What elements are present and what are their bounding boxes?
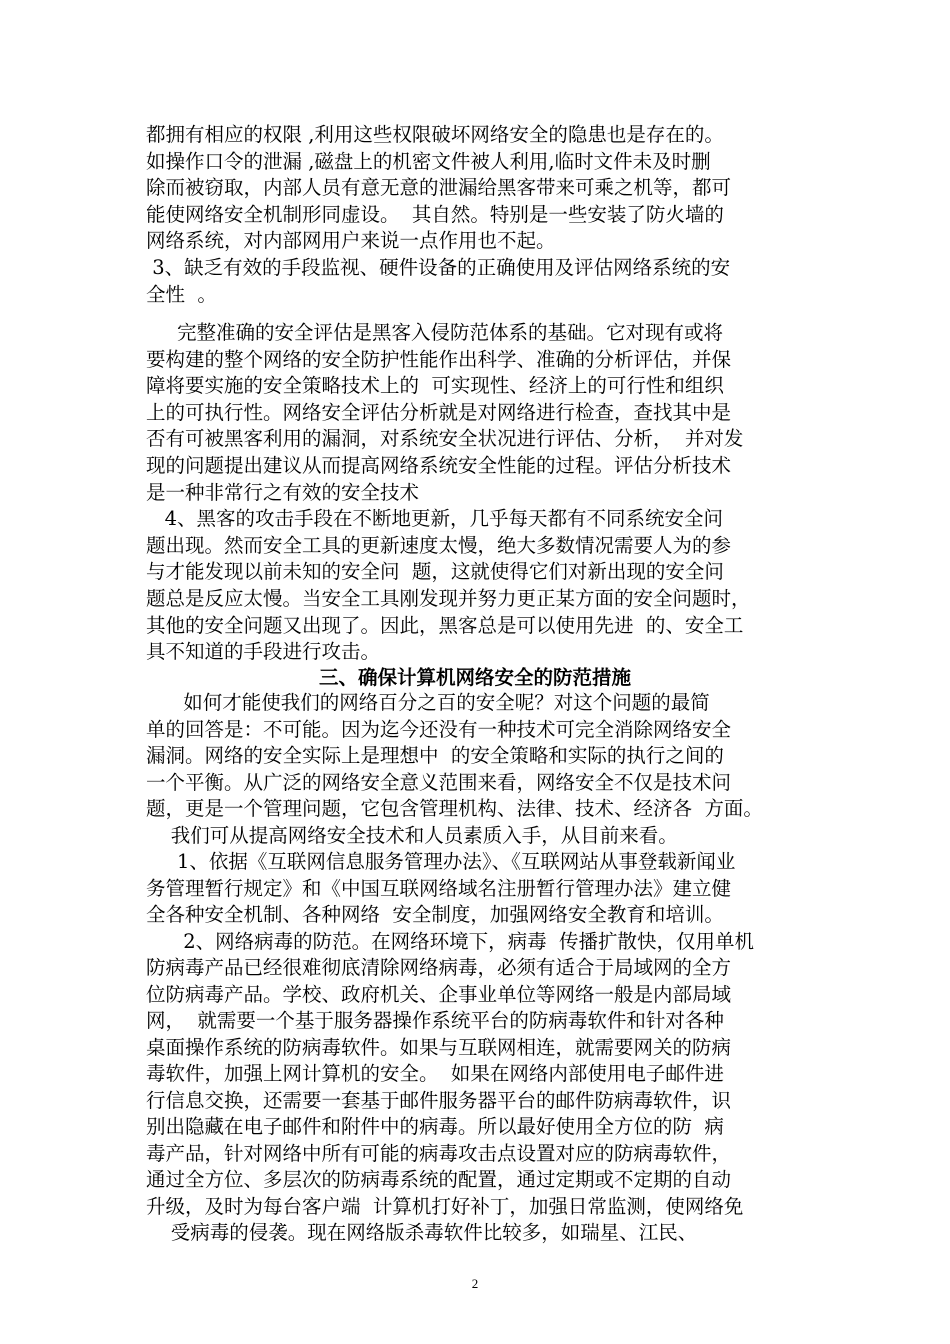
text-line: 题总是反应太慢。当安全工具刚发现并努力更正某方面的安全问题时， <box>146 587 751 610</box>
page-number: 2 <box>471 1276 479 1291</box>
text-line: 毒产品，针对网络中所有可能的病毒攻击点设置对应的防病毒软件， <box>146 1141 732 1165</box>
text-line: 否有可被黑客利用的漏洞，对系统安全状况进行评估、分析， 并对发 <box>146 427 744 451</box>
text-line: 障将要实施的安全策略技术上的 可实现性、经济上的可行性和组织 <box>146 374 724 398</box>
text-line: 全性 。 <box>146 282 217 306</box>
text-line: 除而被窃取，内部人员有意无意的泄漏给黑客带来可乘之机等，都可 <box>146 176 732 200</box>
text-line: 1、依据《互联网信息服务管理办法》、《互联网站从事登载新闻业 <box>146 850 736 873</box>
text-line: 毒软件，加强上网计算机的安全。 如果在网络内部使用电子邮件进 <box>146 1062 724 1085</box>
text-line: 完整准确的安全评估是黑客入侵防范体系的基础。它对现有或将 <box>146 321 723 344</box>
text-line: 通过全方位、多层次的防病毒系统的配置，通过定期或不定期的自动 <box>146 1168 732 1191</box>
text-line: 如何才能使我们的网络百分之百的安全呢？对这个问题的最简 <box>146 691 710 714</box>
section-heading: 三、确保计算机网络安全的防范措施 <box>318 666 631 689</box>
text-line: 题，更是一个管理问题，它包含管理机构、法律、技术、经济各 方面。 <box>146 797 763 820</box>
text-line: 位防病毒产品。学校、政府机关、企事业单位等网络一般是内部局域 <box>146 982 732 1006</box>
text-line: 3、缺乏有效的手段监视、硬件设备的正确使用及评估网络系统的安 <box>146 256 731 279</box>
text-line: 现的问题提出建议从而提高网络系统安全性能的过程。评估分析技术 <box>146 454 732 477</box>
text-line: 要构建的整个网络的安全防护性能作出科学、准确的分析评估，并保 <box>146 347 732 371</box>
text-line: 具不知道的手段进行攻击。 <box>146 640 381 664</box>
text-line: 上的可执行性。网络安全评估分析就是对网络进行检查，查找其中是 <box>146 400 732 424</box>
text-line: 题出现。然而安全工具的更新速度太慢，绝大多数情况需要人为的参 <box>146 533 732 557</box>
text-line: 网络系统，对内部网用户来说一点作用也不起。 <box>146 229 556 253</box>
text-line: 其他的安全问题又出现了。因此，黑客总是可以使用先进 的、安全工 <box>146 613 744 637</box>
text-line: 全各种安全机制、各种网络 安全制度，加强网络安全教育和培训。 <box>146 903 724 926</box>
text-line: 都拥有相应的权限 ,利用这些权限破坏网络安全的隐患也是存在的。 <box>146 123 724 146</box>
text-line: 别出隐藏在电子邮件和附件中的病毒。所以最好使用全方位的防 病 <box>146 1115 724 1138</box>
text-line: 行信息交换，还需要一套基于邮件服务器平台的邮件防病毒软件，识 <box>146 1088 732 1112</box>
text-line: 能使网络安全机制形同虚设。 其自然。特别是一些安装了防火墙的 <box>146 202 724 226</box>
text-line: 升级，及时为每台客户端 计算机打好补丁，加强日常监测，使网络免 <box>146 1194 744 1218</box>
text-line: 与才能发现以前未知的安全问 题，这就使得它们对新出现的安全问 <box>146 560 724 584</box>
text-line: 4、黑客的攻击手段在不断地更新，几乎每天都有不同系统安全问 <box>146 507 724 531</box>
text-line: 网， 就需要一个基于服务器操作系统平台的防病毒软件和针对各种 <box>146 1009 724 1032</box>
text-line: 单的回答是：不可能。因为迄今还没有一种技术可完全消除网络安全 <box>146 717 732 741</box>
text-line: 务管理暂行规定》和《中国互联网络域名注册暂行管理办法》建立健 <box>146 876 732 900</box>
text-line: 受病毒的侵袭。现在网络版杀毒软件比较多，如瑞星、江民、 <box>146 1221 698 1244</box>
text-line: 如操作口令的泄漏 ,磁盘上的机密文件被人利用,临时文件未及时删 <box>146 149 711 173</box>
text-line: 漏洞。网络的安全实际上是理想中 的安全策略和实际的执行之间的 <box>146 744 724 767</box>
text-line: 我们可从提高网络安全技术和人员素质入手，从目前来看。 <box>146 823 678 847</box>
text-line: 防病毒产品已经很难彻底清除网络病毒，必须有适合于局域网的全方 <box>146 956 732 979</box>
text-line: 2、网络病毒的防范。在网络环境下，病毒 传播扩散快，仅用单机 <box>146 929 754 953</box>
text-line: 桌面操作系统的防病毒软件。如果与互联网相连，就需要网关的防病 <box>146 1035 732 1059</box>
text-line: 是一种非常行之有效的安全技术 <box>146 480 420 504</box>
text-line: 一个平衡。从广泛的网络安全意义范围来看，网络安全不仅是技术问 <box>146 770 732 794</box>
